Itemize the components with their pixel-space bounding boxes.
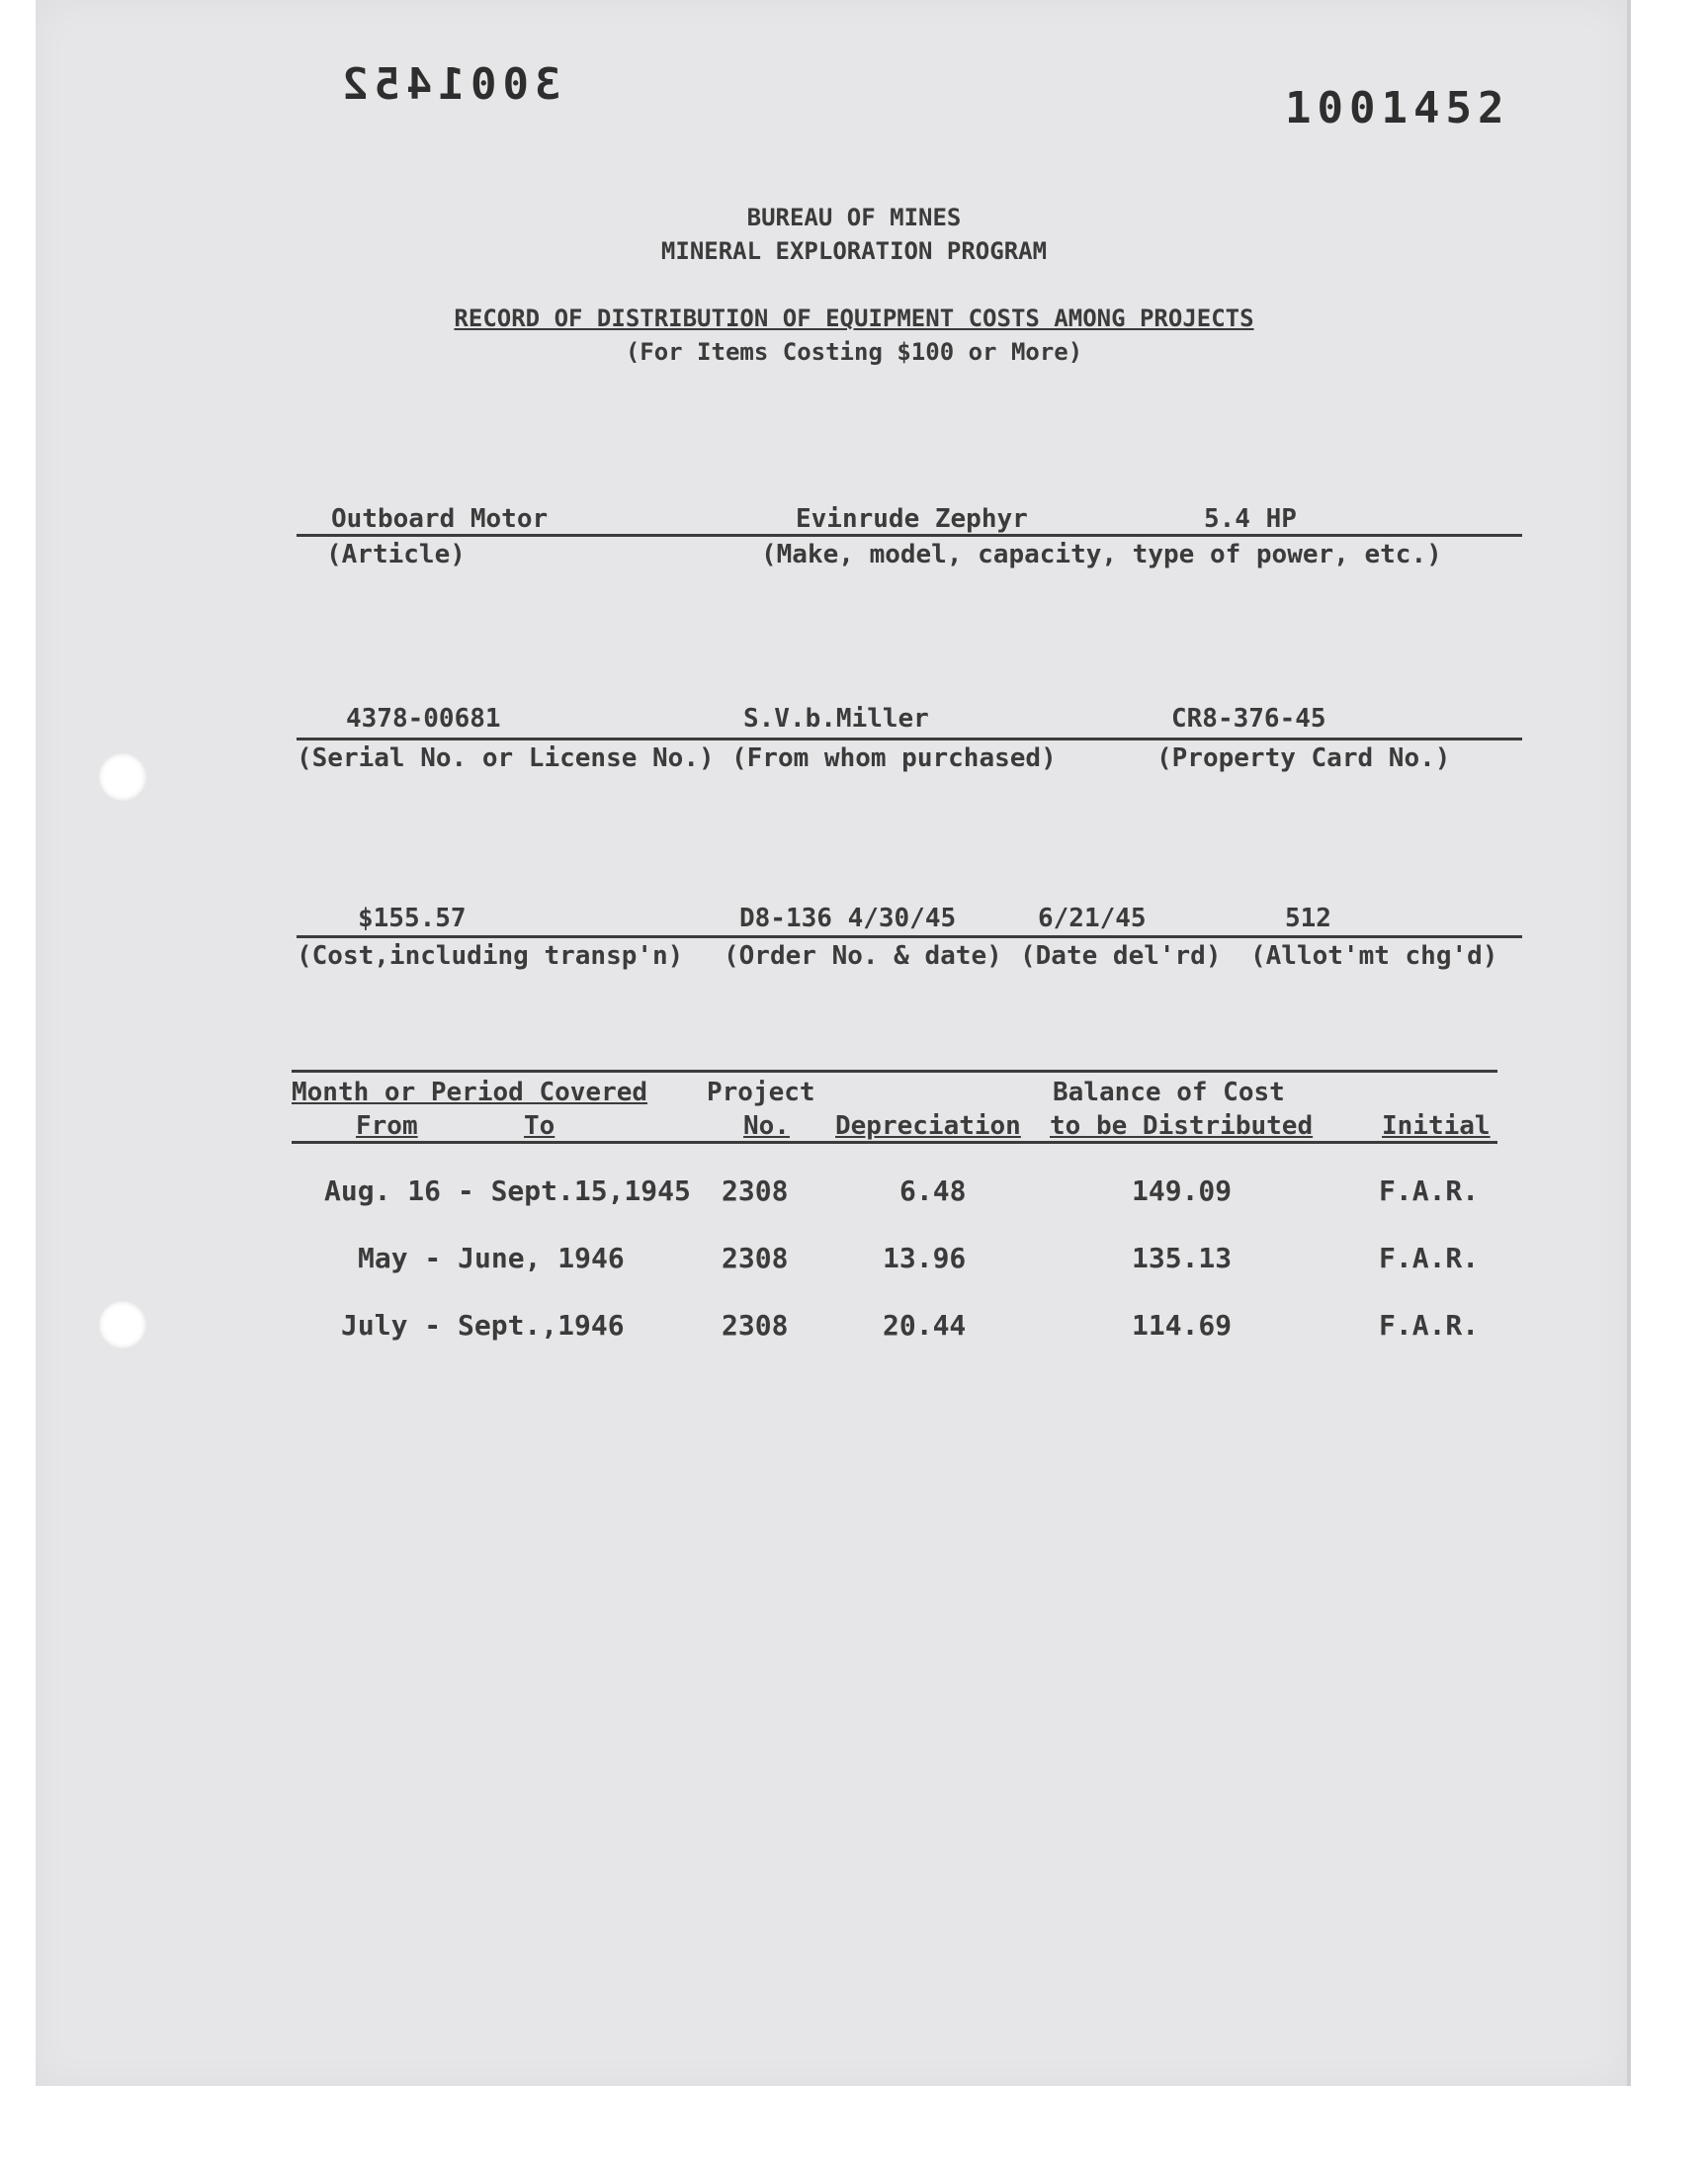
table-top-rule — [292, 1070, 1497, 1073]
from-whom-value: S.V.b.Miller — [743, 704, 929, 734]
make-value: Evinrude Zephyr — [796, 504, 1028, 534]
allotment-caption: (Allot'mt chg'd) — [1250, 941, 1498, 971]
row1-rule — [297, 534, 1522, 537]
header-depreciation: Depreciation — [835, 1111, 1021, 1141]
order-caption: (Order No. & date) — [724, 941, 1002, 971]
cost-caption: (Cost,including transp'n) — [297, 941, 684, 971]
date-delivered-value: 6/21/45 — [1038, 904, 1147, 933]
header-balance-2: to be Distributed — [1050, 1111, 1314, 1141]
date-delivered-caption: (Date del'rd) — [1020, 941, 1222, 971]
cell-initial: F.A.R. — [1379, 1174, 1480, 1207]
header-to: To — [524, 1111, 555, 1141]
stamp-number: 1001452 — [1285, 83, 1510, 133]
property-card-caption: (Property Card No.) — [1156, 743, 1451, 773]
cell-period: May - June, 1946 — [358, 1242, 625, 1274]
cell-project: 2308 — [722, 1174, 789, 1207]
header-project-2: No. — [743, 1111, 790, 1141]
cell-period: Aug. 16 - Sept.15,1945 — [324, 1174, 691, 1207]
serial-caption: (Serial No. or License No.) — [297, 743, 715, 773]
cell-initial: F.A.R. — [1379, 1309, 1480, 1342]
stamp-number-mirrored: 3001452 — [336, 59, 561, 110]
header-bottom-rule — [292, 1141, 1497, 1144]
cell-project: 2308 — [722, 1242, 789, 1274]
article-value: Outboard Motor — [331, 504, 549, 534]
serial-value: 4378-00681 — [346, 704, 501, 734]
capacity-value: 5.4 HP — [1204, 504, 1297, 534]
row2-rule — [297, 738, 1522, 740]
cost-value: $155.57 — [358, 904, 467, 933]
row3-rule — [297, 935, 1522, 938]
cell-balance: 114.69 — [1132, 1309, 1233, 1342]
punch-hole — [99, 1301, 146, 1348]
header-initial: Initial — [1382, 1111, 1491, 1141]
cell-depreciation: 13.96 — [883, 1242, 967, 1274]
cell-depreciation: 20.44 — [883, 1309, 967, 1342]
form-subtitle: (For Items Costing $100 or More) — [625, 338, 1083, 366]
header-project-1: Project — [707, 1078, 815, 1107]
cell-depreciation: 6.48 — [899, 1174, 967, 1207]
punch-hole — [99, 753, 146, 801]
cell-balance: 135.13 — [1132, 1242, 1233, 1274]
order-value: D8-136 4/30/45 — [739, 904, 957, 933]
cell-balance: 149.09 — [1132, 1174, 1233, 1207]
header-line2: MINERAL EXPLORATION PROGRAM — [660, 237, 1048, 265]
from-whom-caption: (From whom purchased) — [731, 743, 1057, 773]
header-from: From — [356, 1111, 418, 1141]
header-period: Month or Period Covered — [292, 1078, 648, 1107]
cell-period: July - Sept.,1946 — [341, 1309, 625, 1342]
header-balance-1: Balance of Cost — [1053, 1078, 1285, 1107]
make-caption: (Make, model, capacity, type of power, etc.) — [761, 540, 1442, 569]
article-caption: (Article) — [326, 540, 466, 569]
allotment-value: 512 — [1285, 904, 1331, 933]
cell-project: 2308 — [722, 1309, 789, 1342]
cell-initial: F.A.R. — [1379, 1242, 1480, 1274]
form-title: RECORD OF DISTRIBUTION OF EQUIPMENT COSTS AMONG PROJECTS — [454, 304, 1254, 332]
header-line1: BUREAU OF MINES — [746, 204, 962, 231]
property-card-value: CR8-376-45 — [1171, 704, 1326, 734]
